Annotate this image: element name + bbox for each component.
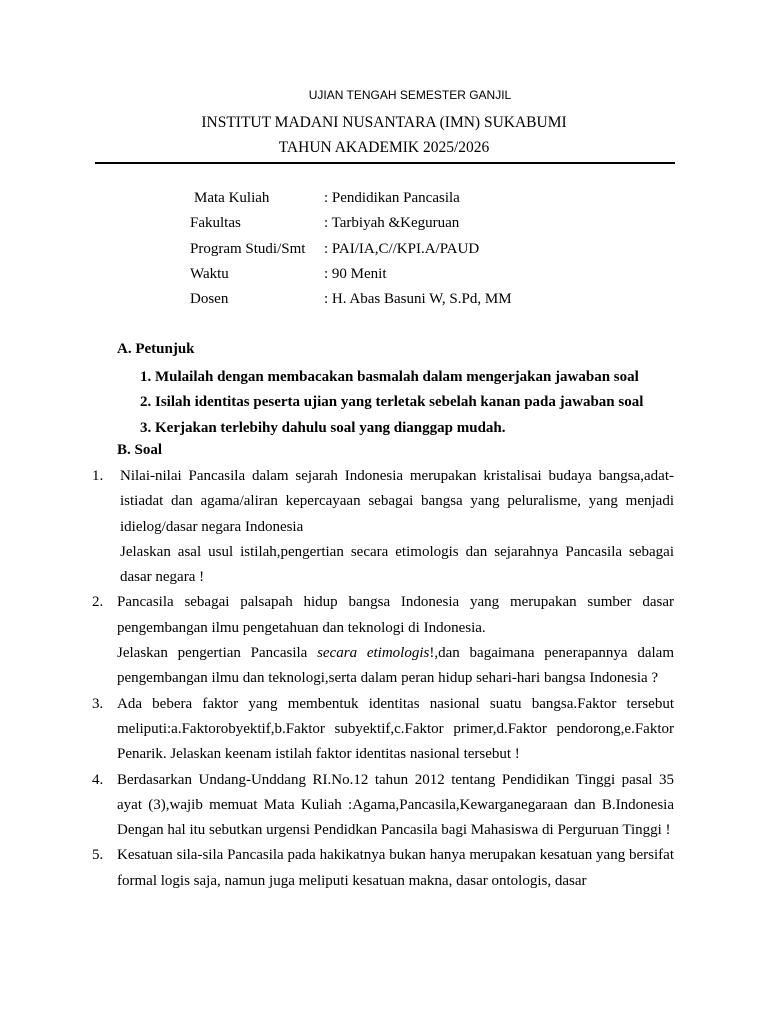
question-number: 1. (92, 468, 104, 484)
petunjuk-item: 3. Kerjakan terlebihy dahulu soal yang dianggap mudah. (140, 419, 506, 436)
academic-year-heading: TAHUN AKADEMIK 2025/2026 (278, 139, 490, 156)
question-number: 2. (92, 594, 104, 611)
info-label: Dosen (190, 291, 229, 308)
info-label: Fakultas (190, 215, 241, 232)
question-instruction (117, 641, 674, 692)
question-3 (92, 692, 674, 768)
petunjuk-heading: A. Petunjuk (117, 341, 195, 357)
institution-heading: INSTITUT MADANI NUSANTARA (IMN) SUKABUMI (201, 114, 567, 131)
question-list (92, 464, 674, 894)
question-text: Berdasarkan Undang-Unddang RI.No.12 tahun 2012 tentang Pendidikan Tinggi pasal 35 ayat (3),wajib memuat Mata Kuliah :Agama,Pancasila,Kewarganegaraan dan B.Indonesia Dengan hal itu sebutkan urgensi Pendidkan Pancasila bagi Mahasiswa di Perguruan Tinggi ! (117, 771, 674, 839)
info-label: Mata Kuliah (194, 190, 270, 206)
info-label: Program Studi/Smt (190, 240, 306, 257)
exam-type-heading: UJIAN TENGAH SEMESTER GANJIL (308, 88, 512, 102)
info-value: : 90 Menit (324, 265, 387, 282)
info-row-fakultas (190, 212, 670, 237)
instruction-italic-term: secara etimologis (317, 645, 430, 662)
soal-heading: B. Soal (117, 442, 163, 458)
question-instruction: Jelaskan asal usul istilah,pengertian secara etimologis dan sejarahnya Pancasila sebagai dasar negara ! (120, 543, 674, 586)
info-row-dosen (190, 288, 670, 313)
info-value: : PAI/IA,C//KPI.A/PAUD (324, 240, 480, 257)
question-4 (92, 768, 674, 844)
petunjuk-item: 2. Isilah identitas peserta ujian yang terletak sebelah kanan pada jawaban soal (140, 394, 644, 411)
info-label: Waktu (190, 265, 229, 282)
info-row-waktu (190, 263, 670, 288)
info-value: : H. Abas Basuni W, S.Pd, MM (324, 291, 512, 308)
header-divider (95, 162, 675, 164)
instruction-text: Jelaskan pengertian Pancasila (117, 645, 318, 662)
info-value: : Pendidikan Pancasila (324, 190, 460, 206)
question-number: 3. (92, 695, 104, 712)
question-1 (92, 464, 674, 590)
petunjuk-item: 1. Mulailah dengan membacakan basmalah dalam mengerjakan jawaban soal (140, 369, 639, 385)
question-number: 5. (92, 847, 104, 864)
petunjuk-list (140, 366, 680, 442)
question-number: 4. (92, 771, 104, 788)
info-value: : Tarbiyah &Keguruan (324, 215, 460, 232)
info-row-mata-kuliah (190, 187, 670, 212)
course-info (190, 187, 670, 313)
question-text: Nilai-nilai Pancasila dalam sejarah Indonesia merupakan kristalisai budaya bangsa,adat-istiadat dan agama/aliran kepercayaan sebagai bangsa yang peluralisme, yang menjadi idielog/dasar negara Indonesia (120, 468, 674, 535)
question-text: Pancasila sebagai palsapah hidup bangsa Indonesia yang merupakan sumber dasar pengembangan ilmu pengetahuan dan teknologi di Indonesia. (117, 594, 674, 636)
question-text: Ada bebera faktor yang membentuk identitas nasional suatu bangsa.Faktor tersebut meliputi:a.Faktorobyektif,b.Faktor subyektif,c.Faktor primer,d.Faktor pendorong,e.Faktor Penarik. Jelaskan keenam istilah faktor identitas nasional tersebut ! (117, 695, 674, 763)
instruction-text: !,dan bagaimana penerapannya dalam pengembangan ilmu dan teknologi,serta dalam peran hidup sehari-hari bangsa Indonesia ? (117, 645, 674, 687)
question-text: Kesatuan sila-sila Pancasila pada hakikatnya bukan hanya merupakan kesatuan yang bersifat formal logis saja, namun juga meliputi kesatuan makna, dasar ontologis, dasar (117, 847, 674, 889)
info-row-program-studi (190, 238, 670, 263)
question-2 (92, 590, 674, 691)
question-5 (92, 843, 674, 894)
